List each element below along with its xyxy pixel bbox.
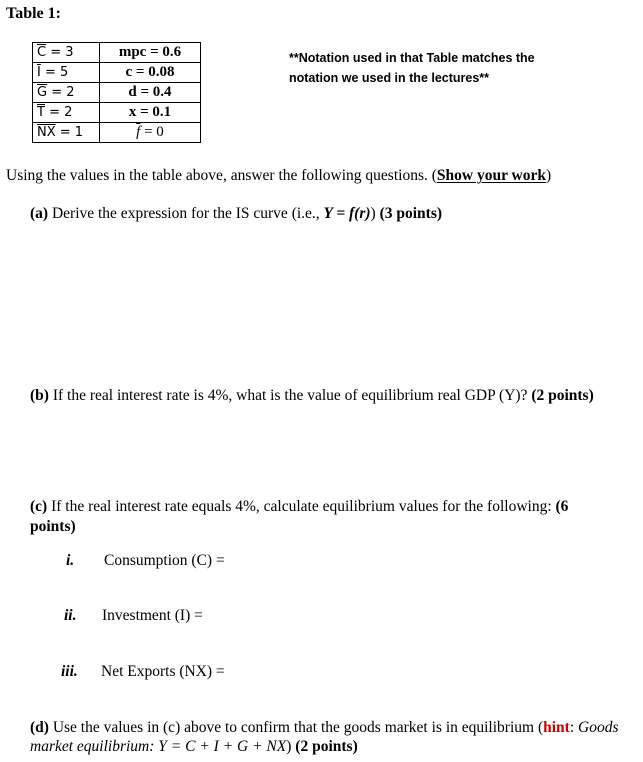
table-cell [33, 103, 100, 123]
note-line: notation we used in the lectures** [289, 71, 490, 85]
notation-note [289, 48, 589, 88]
table-row [33, 103, 201, 123]
question-close: ) [286, 738, 296, 755]
cell-symbol: $\overline{G}$ [37, 85, 48, 100]
points-label: (6 points) [30, 498, 569, 535]
question-b [30, 387, 594, 405]
table-row [33, 63, 201, 83]
parameter-table [32, 42, 201, 143]
cell-value: = 2 [49, 105, 73, 120]
question-label: (d) [30, 719, 49, 736]
table-cell [100, 123, 201, 143]
table-row [33, 123, 201, 143]
is-formula: Y = f(r) [323, 205, 371, 222]
cell-value: = 5 [44, 65, 69, 80]
sub-question-text: Consumption (C) = [104, 552, 225, 569]
sub-question-text: Investment (I) = [102, 607, 203, 624]
table-cell: mpc = 0.6 [100, 43, 201, 63]
cell-symbol: $\overline{I}$ [37, 65, 41, 80]
question-text: If the real interest rate is 4%, what is the value of equilibrium real GDP (Y)? [48, 387, 532, 404]
table-title: Table 1: [6, 5, 61, 22]
table-cell [33, 83, 100, 103]
cell-value: = 0 [144, 124, 164, 140]
question-c [30, 497, 610, 537]
intro-text: Using the values in the table above, answer the following questions. ( [6, 167, 437, 184]
table-row [33, 43, 201, 63]
table-cell: d = 0.4 [100, 83, 201, 103]
sub-question-number: i. [66, 552, 75, 569]
equilibrium-formula: Goods market equilibrium: Y = C + I + G + NX [30, 719, 619, 755]
sub-question-number: iii. [61, 663, 78, 680]
table-cell [33, 63, 100, 83]
question-text: If the real interest rate equals 4%, calculate equilibrium values for the following: [47, 498, 556, 515]
points-label: (3 points) [379, 205, 443, 222]
cell-symbol: $\overline{T}$ [37, 105, 45, 120]
cell-value: = 3 [50, 45, 74, 60]
sub-question-number: ii. [64, 607, 77, 624]
sub-question [66, 552, 225, 570]
points-label: (2 points) [531, 387, 594, 404]
intro-close: ) [546, 167, 552, 184]
hint-label: hint [543, 719, 570, 736]
cell-value: = 1 [59, 125, 84, 140]
question-d [30, 718, 620, 756]
question-text: Use the values in (c) above to confirm that the goods market is in equilibrium ( [48, 719, 544, 736]
instructions [6, 167, 551, 185]
question-close: ) [370, 205, 380, 222]
points-label: (2 points) [295, 738, 358, 755]
sub-question-text: Net Exports (NX) = [101, 663, 225, 680]
cell-symbol: $\overline{f}$ [136, 124, 141, 140]
question-label: (a) [30, 205, 49, 222]
table-cell: x = 0.1 [100, 103, 201, 123]
question-label: (c) [30, 498, 48, 515]
question-a [30, 205, 442, 223]
note-line: **Notation used in that Table matches the [289, 51, 535, 65]
table-cell [33, 123, 100, 143]
question-label: (b) [30, 387, 49, 404]
cell-symbol: $\overline{NX}$ [37, 125, 56, 140]
cell-symbol: $\overline{C}$ [37, 45, 47, 60]
table-row [33, 83, 201, 103]
table-cell [33, 43, 100, 63]
question-text: Derive the expression for the IS curve (i.e., [48, 205, 324, 222]
table-cell: c = 0.08 [100, 63, 201, 83]
cell-value: = 2 [51, 85, 75, 100]
sub-question [64, 607, 203, 625]
show-work-emphasis: Show your work [436, 167, 546, 184]
hint-colon: : [569, 719, 579, 736]
sub-question [61, 663, 225, 681]
